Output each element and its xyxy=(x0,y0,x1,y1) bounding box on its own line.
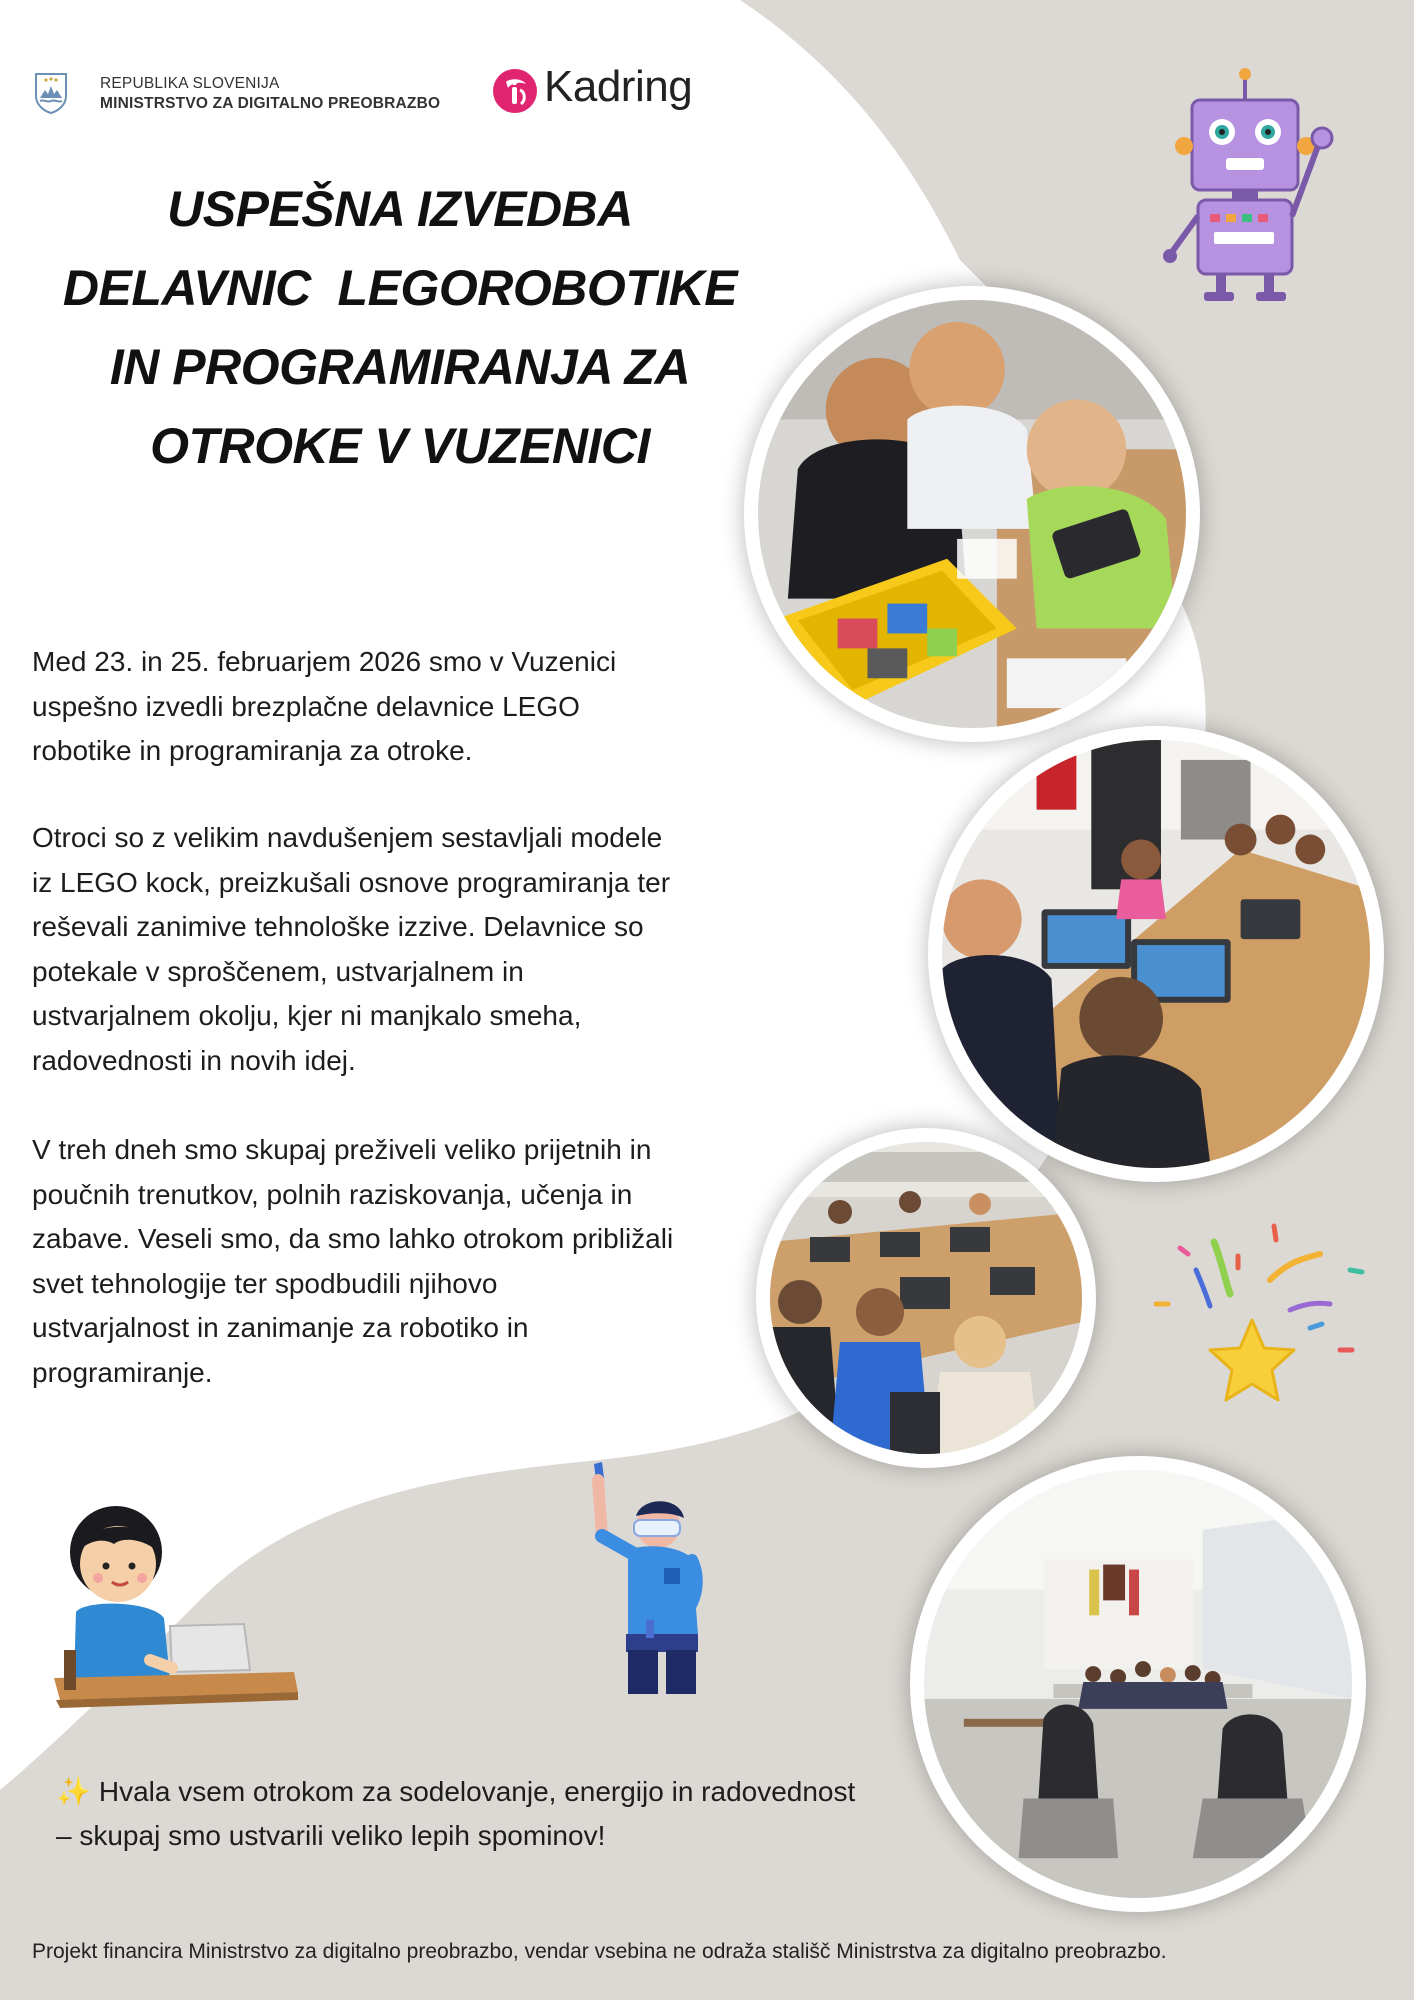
paragraph-line: ustvarjalnost in zanimanje za robotiko in xyxy=(32,1312,529,1343)
intro-paragraph xyxy=(32,640,732,774)
ministry-logo-text xyxy=(100,74,440,114)
closing-text-1: Hvala vsem otrokom za sodelovanje, energijo in radovednost xyxy=(98,1776,856,1807)
paragraph-line: robotike in programiranja za otroke. xyxy=(32,735,473,766)
photo-room-wide xyxy=(910,1456,1366,1912)
kadring-logo-icon xyxy=(492,68,538,114)
photo-laptop-workshop xyxy=(928,726,1384,1182)
paragraph-line: V treh dneh smo skupaj preživeli veliko prijetnih in xyxy=(32,1134,652,1165)
sparkles-icon: ✨ xyxy=(56,1776,91,1807)
paragraph-line: radovednosti in novih idej. xyxy=(32,1044,356,1076)
gov-line-2: MINISTRSTVO ZA DIGITALNO PREOBRAZBO xyxy=(100,95,441,112)
vr-kid-illustration-icon xyxy=(572,1460,718,1696)
summary-paragraph xyxy=(32,1128,732,1395)
confetti-star-icon xyxy=(1140,1210,1380,1430)
paragraph-line: zabave. Veseli smo, da smo lahko otrokom približali xyxy=(32,1223,674,1254)
paragraph-line: Otroci so z velikim navdušenjem sestavljali modele xyxy=(32,822,663,853)
closing-line-1 xyxy=(56,1770,916,1814)
paragraph-line: reševali zanimive tehnološke izzive. Delavnice so xyxy=(32,911,644,942)
title-line: DELAVNIC LEGOROBOTIKE xyxy=(62,260,738,316)
title-line: IN PROGRAMIRANJA ZA xyxy=(109,339,691,395)
photo-classroom-group xyxy=(756,1128,1096,1468)
photo-lego-building xyxy=(744,286,1200,742)
paragraph-line: svet tehnologije ter spodbudili njihovo xyxy=(32,1267,498,1299)
title-line: USPEŠNA IZVEDBA xyxy=(167,181,633,237)
paragraph-line: programiranje. xyxy=(32,1356,213,1388)
paragraph-line: poučnih trenutkov, polnih raziskovanja, učenja in xyxy=(32,1178,633,1210)
gov-line-1: REPUBLIKA SLOVENIJA xyxy=(100,75,280,92)
page-title xyxy=(40,170,760,486)
kadring-logo-text: Kadring xyxy=(544,62,693,111)
paragraph-line: uspešno izvedli brezplačne delavnice LEGO xyxy=(32,690,580,722)
closing-line-2: – skupaj smo ustvarili veliko lepih spominov! xyxy=(56,1820,606,1851)
title-line: OTROKE V VUZENICI xyxy=(150,418,650,474)
paragraph-line: iz LEGO kock, preizkušali osnove programiranja ter xyxy=(32,866,671,898)
funding-disclaimer: Projekt financira Ministrstvo za digitalno preobrazbo, vendar vsebina ne odraža stališč Ministrstva za digitalno preobrazbo. xyxy=(32,1940,1167,1963)
robot-illustration-icon xyxy=(1150,66,1340,306)
boy-laptop-illustration-icon xyxy=(54,1500,302,1716)
slovenia-coat-of-arms-icon xyxy=(34,72,68,114)
paragraph-line: Med 23. in 25. februarjem 2026 smo v Vuzenici xyxy=(32,646,617,677)
paragraph-line: ustvarjalnem okolju, kjer ni manjkalo smeha, xyxy=(32,1000,582,1031)
paragraph-line: potekale v sproščenem, ustvarjalnem in xyxy=(32,955,524,987)
activities-paragraph xyxy=(32,816,732,1083)
closing-message xyxy=(56,1770,916,1858)
